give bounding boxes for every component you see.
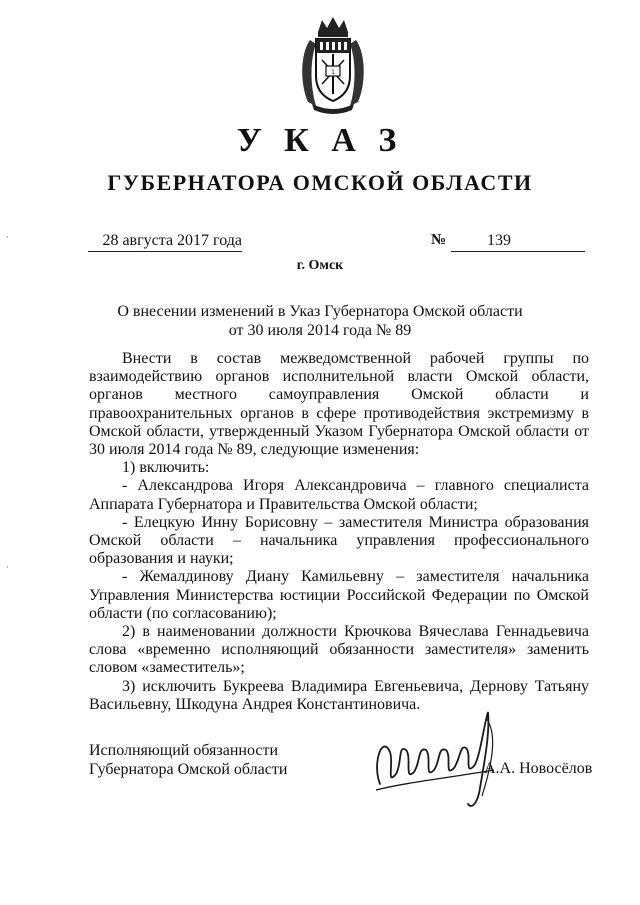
omsk-oblast-coat-of-arms-icon	[296, 14, 370, 114]
document-date: 28 августа 2017 года	[88, 231, 242, 252]
body-intro: Внести в состав межведомственной рабочей группы по взаимодействию органов исполнительной власти Омской области, органов местного самоуправления Омской области и правоохранительных органов в сфере противодействия экстремизму в Омской области, утвержденный Указом Губернатора Омской области от 30 июля 2014 года № 89, следующие изменения:	[89, 350, 589, 459]
document-subtitle: ГУБЕРНАТОРА ОМСКОЙ ОБЛАСТИ	[107, 170, 533, 195]
signatory-position-line-1: Исполняющий обязанности	[89, 742, 279, 759]
signatory-position-line-2: Губернатора Омской области	[89, 760, 288, 778]
body-item-1a: - Александрова Игоря Александровича – главного специалиста Аппарата Губернатора и Правительства Омской области;	[89, 477, 589, 513]
body-item-3: 3) исключить Букреева Владимира Евгеньевича, Дернову Татьяну Васильевну, Шкодуна Андрея Константиновича.	[89, 677, 589, 713]
signatory-position	[89, 742, 349, 779]
document-number: 139	[451, 231, 585, 252]
subject-line-1: О внесении изменений в Указ Губернатора Омской области	[117, 303, 523, 320]
document-body	[89, 350, 589, 714]
number-sign: №	[431, 232, 447, 248]
subject-line-2: от 30 июля 2014 года № 89	[228, 322, 412, 339]
body-item-1-heading: 1) включить:	[122, 459, 210, 477]
svg-text:1: 1	[331, 69, 335, 76]
margin-dot: ·	[6, 232, 9, 242]
body-item-2: 2) в наименовании должности Крючкова Вячеслава Геннадьевича слова «временно исполняющий обязанности заместителя» заменить словом «заместитель»;	[89, 623, 589, 677]
document-title: У К А З	[236, 122, 404, 159]
body-item-1b: - Елецкую Инну Борисовну – заместителя Министра образования Омской области – начальника управления профессионального образования и науки;	[89, 513, 589, 568]
margin-dot: ·	[6, 562, 9, 572]
document-city: г. Омск	[296, 258, 344, 273]
signatory-name: А.А. Новосёлов	[484, 760, 593, 777]
document-subject	[0, 302, 640, 340]
body-item-1c: - Жемалдинову Диану Камильевну – заместителя начальника Управления Министерства юстиции Российской Федерации по Омской области (по согласованию);	[89, 568, 589, 622]
